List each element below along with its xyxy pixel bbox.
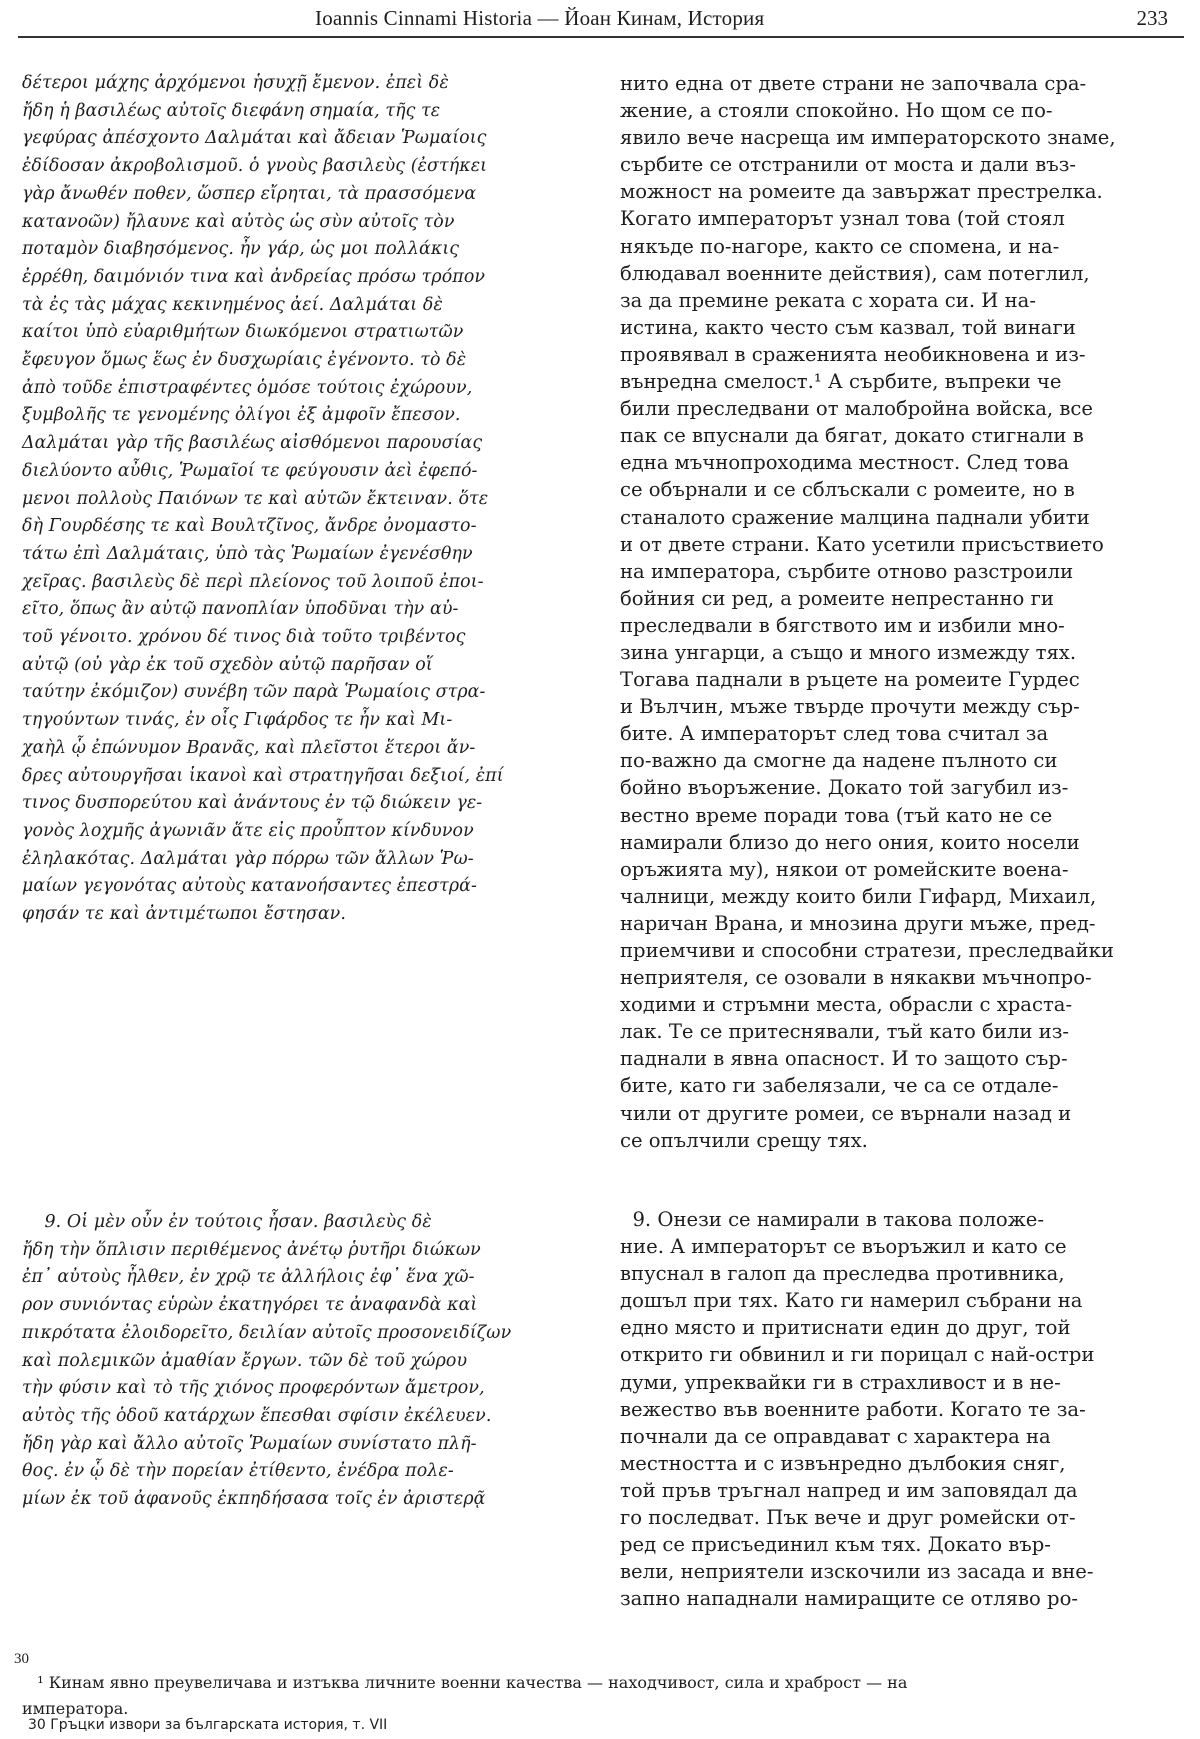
text-line: τάτω ἐπὶ Δαλμάταις, ὑπὸ τὰς Ῥωμαίων ἐγενέσθην: [22, 543, 473, 564]
footnote-line: императора.: [22, 1699, 129, 1718]
text-line: вежество във военните работи. Когато те за-: [620, 1397, 1086, 1421]
text-line: паднали в явна опасност. И то защото сър-: [620, 1047, 1068, 1071]
text-line: ἤδη τὴν ὅπλισιν περιθέμενος ἀνέτῳ ῥυτῆρι διώκων: [22, 1239, 481, 1260]
text-line: γονὸς λοχμῆς ἀγωνιᾶν ἅτε εἰς προὖπτον κίνδυνον: [22, 820, 474, 841]
text-line: проявявал в сраженията необикновена и из-: [620, 342, 1086, 366]
text-line: ред се присъединил към тях. Докато вър-: [620, 1533, 1051, 1557]
text-line: τὴν φύσιν καὶ τὸ τῆς χιόνος προφερόντων ἄμετρον,: [22, 1378, 485, 1399]
page-number: 233: [1136, 6, 1168, 30]
greek-text-section-9: [22, 1209, 612, 1514]
text-line: εῖτο, ὅπως ἂν αὐτῷ πανοπλίαν ὑποδῦναι τὴν αὐ-: [22, 599, 459, 620]
text-line: се опълчили срещу тях.: [620, 1128, 868, 1152]
text-line: δρες αὐτουργῆσαι ἱκανοὶ καὶ στρατηγῆσαι δεξιοί, ἐπί: [22, 765, 504, 786]
text-line: дошъл при тях. Като ги намерил събрани на: [620, 1289, 1083, 1313]
text-line: намирали близо до него ония, които носели: [620, 830, 1080, 854]
text-line: ἐρρέθη, δαιμόνιόν τινα καὶ ἀνδρείας πρόσω τρόπον: [22, 266, 486, 287]
text-line: едно място и притиснати един до друг, той: [620, 1316, 1071, 1340]
text-line: го последват. Пък вече и друг ромейски от-: [620, 1506, 1076, 1530]
text-line: θος. ἐν ᾧ δὲ τὴν πορείαν ἐτίθεντο, ἐνέδρα πολε-: [22, 1461, 454, 1482]
text-line: ταύτην ἐκόμιζον) συνέβη τῶν παρὰ Ῥωμαίοις στρα-: [22, 682, 486, 703]
text-line: τηγούντων τινάς, ἐν οἷς Γιφάρδος τε ἦν καὶ Μι-: [22, 710, 453, 731]
text-line: γεφύρας ἀπέσχοντο Δαλμάται καὶ ἄδειαν Ῥωμαίοις: [22, 128, 487, 149]
text-line: сърбите се отстранили от моста и дали въз-: [620, 153, 1077, 177]
header-rule: [18, 36, 1184, 38]
text-line: една мъчнопроходима местност. След това: [620, 451, 1070, 475]
text-line: бойно въоръжение. Докато той загубил из-: [620, 776, 1069, 800]
text-line: μαίων γεγονότας αὐτοὺς κατανοήσαντες ἐπεστρά-: [22, 876, 477, 897]
text-line: ἔφευγον ὅμως ἕως ἐν δυσχωρίαις ἐγένοντο. τὸ δὲ: [22, 350, 467, 371]
text-line: καίτοι ὑπὸ εὐαριθμήτων διωκόμενοι στρατιωτῶν: [22, 322, 464, 343]
text-line: той пръв тръгнал напред и им заповядал да: [620, 1478, 1078, 1502]
footnote-line: ¹ Кинам явно преувеличава и изтъква личните военни качества — находчивост, сила и храброст — на: [22, 1673, 908, 1692]
text-line: запно нападнали намиращите се отляво ро-: [620, 1587, 1078, 1611]
text-line: μενοι πολλοὺς Παιόνων τε καὶ αὐτῶν ἔκτειναν. ὅτε: [22, 488, 489, 509]
text-line: някъде по-нагоре, както се спомена, и на-: [620, 234, 1060, 258]
text-line: μίων ἐκ τοῦ ἀφανοῦς ἐκπηδήσασα τοῖς ἐν ἀριστερᾷ: [22, 1489, 486, 1510]
text-line: думи, упреквайки ги в страхливост и в не-: [620, 1370, 1061, 1394]
text-line: Тогава паднали в ръцете на ромеите Гурдес: [620, 668, 1080, 692]
text-line: ἀπὸ τοῦδε ἐπιστραφέντες ὁμόσε τούτοις ἐχώρουν,: [22, 377, 473, 398]
text-line: αὐτῷ (οὐ γὰρ ἐκ τοῦ σχεδὸν αὐτῷ παρῆσαν οἵ: [22, 654, 433, 675]
text-line: бите, като ги забелязали, че са се отдале-: [620, 1074, 1059, 1098]
text-line: местността и с извънредно дълбокия сняг,: [620, 1451, 1066, 1475]
text-line: открито ги обвинил и ги порицал с най-остри: [620, 1343, 1095, 1367]
text-line: бойния си ред, а ромеите непрестанно ги: [620, 586, 1054, 610]
text-line: станалото сражение малцина паднали убити: [620, 505, 1090, 529]
text-line: γὰρ ἄνωθέν ποθεν, ὥσπερ εἴρηται, τὰ πρασσόμενα: [22, 183, 477, 204]
text-line: διελύοντο αὖθις, Ῥωμαῖοί τε φεύγουσιν ἀεὶ ἐφεπό-: [22, 460, 478, 481]
text-line: ἐδίδοσαν ἀκροβολισμοῦ. ὁ γνοὺς βασιλεὺς (ἐστήκει: [22, 156, 488, 177]
text-line: впуснал в галоп да преследва противника,: [620, 1262, 1065, 1286]
text-line: вестно време поради това (тъй като не се: [620, 803, 1053, 827]
text-line: вънредна смелост.¹ А сърбите, въпреки че: [620, 370, 1062, 394]
text-line: истина, както често съм казвал, той винаги: [620, 315, 1076, 339]
text-line: преследвали в бягството им и избили мно-: [620, 613, 1065, 637]
text-line: по-важно да смогне да надене пълното си: [620, 749, 1058, 773]
text-line: κατανοῶν) ἤλαυνε καὶ αὐτὸς ὡς σὺν αὐτοῖς τὸν: [22, 211, 455, 232]
text-line: δὴ Γουρδέσης τε καὶ Βουλτζῖνος, ἄνδρε ὀνομαστο-: [22, 516, 477, 537]
text-line: Δαλμάται γὰρ τῆς βασιλέως αἰσθόμενοι παρουσίας: [22, 433, 483, 454]
text-line: ходими и стръмни места, обрасли с храста-: [620, 993, 1073, 1017]
text-line: αὐτὸς τῆς ὁδοῦ κατάρχων ἕπεσθαι σφίσιν ἐκέλευεν.: [22, 1405, 492, 1426]
text-line: χεῖρας. βασιλεὺς δὲ περὶ πλείονος τοῦ λοιποῦ ἐποι-: [22, 571, 484, 592]
text-line: можност на ромеите да завържат престрелка.: [620, 180, 1103, 204]
text-line: τινος δυσπορεύτου καὶ ἀνάντους ἐν τῷ διώκειν γε-: [22, 793, 483, 814]
text-line: чили от другите ромеи, се върнали назад и: [620, 1101, 1072, 1125]
text-line: ρον συνιόντας εὑρὼν ἐκατηγόρει τε ἀναφανδὰ καὶ: [22, 1295, 478, 1316]
text-line: ἤδη ἡ βασιλέως αὐτοῖς διεφάνη σημαία, τῆς τε: [22, 100, 441, 121]
text-line: лак. Те се притеснявали, тъй като били из-: [620, 1020, 1070, 1044]
text-line: се обърнали и се сблъскали с ромеите, но в: [620, 478, 1075, 502]
text-line: почнали да се оправдават с характера на: [620, 1424, 1051, 1448]
text-line: ἐπ᾽ αὐτοὺς ἦλθεν, ἐν χρῷ τε ἀλλήλοις ἐφ᾽ ἕνα χῶ-: [22, 1267, 475, 1288]
bulgarian-text-section-8: [620, 70, 1190, 1154]
text-line: явило вече насреща им императорското знаме,: [620, 126, 1116, 150]
text-line: и Вълчин, мъже твърде прочути между сър-: [620, 695, 1080, 719]
text-line: зина унгарци, а също и много измежду тях.: [620, 640, 1077, 664]
text-line: ξυμβολῆς τε γενομένης ὀλίγοι ἐξ ἀμφοῖν ἔπεσον.: [22, 405, 461, 426]
text-line: 9. Οἱ μὲν οὖν ἐν τούτοις ἦσαν. βασιλεὺς δὲ: [22, 1212, 432, 1232]
text-line: блюдавал военните действия), сам потеглил,: [620, 261, 1090, 285]
greek-text-section-8: [22, 70, 612, 929]
text-line: πικρότατα ἐλοιδορεῖτο, δειλίαν αὐτοῖς προσονειδίζων: [22, 1322, 512, 1343]
text-line: δέτεροι μάχης ἀρχόμενοι ἡσυχῇ ἔμενον. ἐπεὶ δὲ: [22, 73, 449, 93]
text-line: вели, неприятели изскочили из засада и вне-: [620, 1560, 1094, 1584]
text-line: пак се впуснали да бягат, докато стигнали в: [620, 424, 1084, 448]
text-line: ние. А императорът се въоръжил и като се: [620, 1235, 1067, 1259]
text-line: τοῦ γένοιτο. χρόνου δέ τινος διὰ τοῦτο τριβέντος: [22, 627, 466, 648]
text-line: чалници, между които били Гифард, Михаил,: [620, 884, 1097, 908]
text-line: χαὴλ ᾧ ἐπώνυμον Βρανᾶς, καὶ πλεῖστοι ἕτεροι ἄν-: [22, 737, 476, 758]
text-line: Когато императорът узнал това (той стоял: [620, 207, 1065, 231]
text-line: 9. Онези се намирали в такова положе-: [620, 1208, 1044, 1231]
bulgarian-text-section-9: [620, 1206, 1190, 1612]
printer-signature: 30 Гръцки извори за българската история, т. VII: [28, 1717, 388, 1733]
text-line: ἐληλακότας. Δαλμάται γὰρ πόρρω τῶν ἄλλων Ῥω-: [22, 848, 474, 869]
page-header: [0, 0, 1200, 40]
text-line: за да премине реката с хората си. И на-: [620, 288, 1036, 312]
running-title: Ioannis Cinnami Historia — Йоан Кинам, История: [315, 6, 765, 30]
text-line: ἤδη γὰρ καὶ ἄλλο αὐτοῖς Ῥωμαίων συνίστατο πλῆ-: [22, 1433, 477, 1454]
text-line: наричан Врана, и мнозина други мъже, пред-: [620, 911, 1096, 935]
text-line: нито една от двете страни не започвала сра-: [620, 72, 1087, 95]
text-line: оръжията му), някои от ромейските воена-: [620, 857, 1069, 881]
text-line: καὶ πολεμικῶν ἀμαθίαν ἔργων. τῶν δὲ τοῦ χώρου: [22, 1350, 468, 1371]
text-line: τὰ ἐς τὰς μάχας κεκινημένος ἀεί. Δαλμάται δὲ: [22, 294, 443, 315]
margin-line-number: 30: [14, 1651, 29, 1667]
text-line: приемчиви и способни стратези, преследвайки: [620, 939, 1114, 962]
text-line: φησάν τε καὶ ἀντιμέτωποι ἔστησαν.: [22, 904, 346, 925]
text-line: на императора, сърбите отново разстроили: [620, 559, 1074, 583]
text-line: бите. А императорът след това считал за: [620, 722, 1049, 746]
text-line: и от двете страни. Като усетили присъствието: [620, 532, 1104, 556]
text-line: били преследвани от малобройна войска, все: [620, 397, 1093, 421]
text-line: ποταμὸν διαβησόμενος. ἦν γάρ, ὡς μοι πολλάκις: [22, 239, 460, 260]
text-line: жение, а стояли спокойно. Но щом се по-: [620, 99, 1053, 123]
text-line: неприятеля, се озовали в някакви мъчнопро-: [620, 966, 1092, 990]
footnote: [22, 1670, 1182, 1722]
